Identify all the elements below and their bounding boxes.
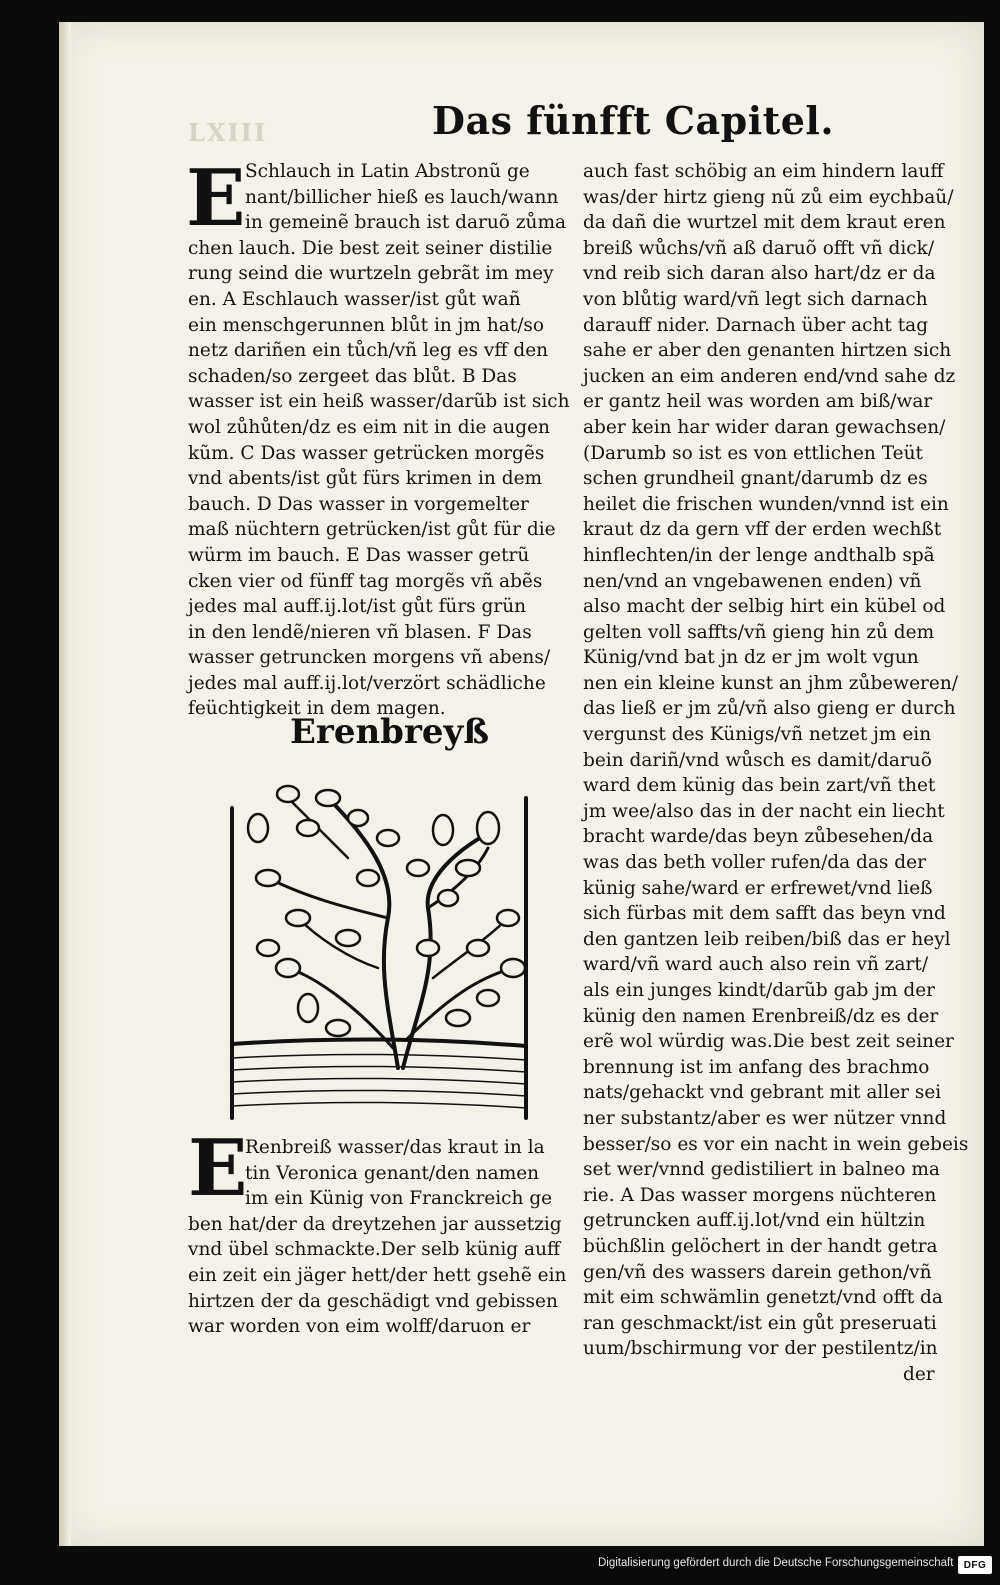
text-line: was das beth voller rufen/da das der xyxy=(583,852,926,874)
text-line: chen lauch. Die best zeit seiner distilie xyxy=(188,237,553,259)
text-line: erẽ wol würdig was.Die best zeit seiner xyxy=(583,1031,954,1053)
text-line: jedes mal auff.ij.lot/verzört schädliche xyxy=(188,672,546,694)
left-column-bottom-text xyxy=(188,1135,568,1350)
text-line: ein zeit ein jäger hett/der hett gsehẽ ein xyxy=(188,1264,567,1286)
text-line: was/der hirtz gieng nũ zů eim eychbaũ/ xyxy=(583,186,954,208)
text-line: uum/bschirmung vor der pestilentz/in xyxy=(583,1338,938,1360)
text-line: jucken an eim anderen end/vnd sahe dz xyxy=(583,365,956,387)
text-line: künig den namen Erenbreiß/dz es der xyxy=(583,1005,939,1027)
text-line: also macht der selbig hirt ein kübel od xyxy=(583,596,946,618)
text-line: das ließ er jm zů/vñ also gieng er durch xyxy=(583,698,956,720)
text-line: kũm. C Das wasser getrücken morgẽs xyxy=(188,442,545,464)
left-column-top-text xyxy=(186,153,570,725)
text-line: auch fast schöbig an eim hindern lauff xyxy=(583,161,944,182)
chapter-heading: Das fünfft Capitel. xyxy=(432,98,835,143)
text-line: wol zůhůten/dz es eim nit in die augen xyxy=(188,416,550,438)
text-line: nant/billicher hieß es lauch/wann xyxy=(245,186,559,208)
text-line: ward dem künig das bein zart/vñ thet xyxy=(583,775,936,797)
text-line: nats/gehackt vnd gebrant mit aller sei xyxy=(583,1082,942,1104)
text-line: maß nüchtern getrücken/ist gůt für die xyxy=(188,519,556,541)
text-line: als ein junges kindt/darũb gab jm der xyxy=(583,980,936,1001)
page-gutter-edge xyxy=(59,22,71,1546)
drop-initial-e: E xyxy=(186,153,246,244)
text-line: nen/vnd an vngebawenen enden) vñ xyxy=(583,570,922,592)
text-line: getruncken auff.ij.lot/vnd ein hültzin xyxy=(583,1210,926,1232)
text-line: kraut dz da gern vff der erden wechßt xyxy=(583,519,942,541)
text-line: nen ein kleine kunst an jhm zůbeweren/ xyxy=(583,672,958,694)
text-line: Schlauch in Latin Abstronũ ge xyxy=(245,161,530,182)
text-line: ner substantz/aber es wer nützer vnnd xyxy=(583,1107,947,1129)
text-line: bein dariñ/vnd wůsch es damit/daruõ xyxy=(583,749,932,771)
text-line: künig sahe/ward er erfrewet/vnd ließ xyxy=(583,877,933,899)
text-line: schaden/so zergeet das blůt. B Das xyxy=(188,365,517,387)
text-line: brennung ist im anfang des brachmo xyxy=(583,1056,930,1078)
text-line: den gantzen leib reiben/biß das er heyl xyxy=(583,928,951,950)
text-line: wasser getruncken morgens vñ abens/ xyxy=(188,647,551,669)
drop-initial-e: E xyxy=(188,1123,248,1214)
text-line: feüchtigkeit in dem magen. xyxy=(188,698,446,720)
text-line: darauff nider. Darnach über acht tag xyxy=(583,314,929,336)
text-line: bauch. D Das wasser in vorgemelter xyxy=(188,493,529,515)
text-line: jedes mal auff.ij.lot/ist gůt fürs grün xyxy=(188,596,527,618)
text-line: in den lendẽ/nieren vñ blasen. F Das xyxy=(188,621,532,643)
text-line: jm wee/also das in der nacht ein liecht xyxy=(583,800,945,822)
text-line: vnd abents/ist gůt fürs krimen in dem xyxy=(188,468,543,490)
text-line: (Darumb so ist es von ettlichen Teüt xyxy=(583,442,923,464)
text-line: vnd übel schmackte.Der selb künig auff xyxy=(188,1239,561,1261)
catchword: der xyxy=(903,1363,935,1385)
text-line: ran geschmackt/ist ein gůt preseruati xyxy=(583,1312,937,1334)
text-line: ward/vñ ward auch also rein vñ zart/ xyxy=(583,954,929,976)
text-line: vergunst des Künigs/vñ netzet jm ein xyxy=(583,724,932,746)
funding-credit: Digitalisierung gefördert durch die Deutsche Forschungsgemeinschaft xyxy=(598,1557,954,1569)
text-line: besser/so es vor ein nacht in wein gebeis xyxy=(583,1133,969,1155)
text-line: en. A Eschlauch wasser/ist gůt wañ xyxy=(188,288,521,310)
plant-heading: Erenbreyß xyxy=(290,712,490,752)
woodcut-illustration xyxy=(228,768,530,1120)
text-line: da dañ die wurtzel mit dem kraut eren xyxy=(583,212,946,234)
text-line: vnd reib sich daran also hart/dz er da xyxy=(583,263,936,285)
text-line: mit eim schwämlin genetzt/vnd offt da xyxy=(583,1287,943,1309)
text-line: tin Veronica genant/den namen xyxy=(245,1162,540,1184)
text-line: von blůtig ward/vñ legt sich darnach xyxy=(583,288,928,310)
text-line: wasser ist ein heiß wasser/darũb ist sich xyxy=(188,391,570,413)
text-line: set wer/vnnd gedistiliert in balneo ma xyxy=(583,1159,940,1181)
text-line: ein menschgerunnen blůt in jm hat/so xyxy=(188,314,545,336)
text-line: bracht warde/das beyn zůbesehen/da xyxy=(583,826,934,848)
text-line: er gantz heil was worden am biß/war xyxy=(583,391,933,413)
text-line: in gemeinẽ brauch ist daruõ zůma xyxy=(245,212,567,234)
text-line: sich fürbas mit dem safft das beyn vnd xyxy=(583,903,946,925)
folio-number: LXIII xyxy=(188,118,268,147)
dfg-logo: DFG xyxy=(958,1556,992,1574)
text-line: sahe er aber den genanten hirtzen sich xyxy=(583,340,952,362)
text-line: ben hat/der da dreytzehen jar aussetzig xyxy=(188,1213,562,1235)
text-line: Renbreiß wasser/das kraut in la xyxy=(245,1137,545,1158)
text-line: aber kein har wider daran gewachsen/ xyxy=(583,416,946,438)
text-line: rie. A Das wasser morgens nüchteren xyxy=(583,1184,937,1206)
text-line: gen/vñ des wassers darein gethon/vñ xyxy=(583,1261,932,1283)
text-line: gelten voll saffts/vñ gieng hin zů dem xyxy=(583,621,935,643)
text-line: büchßlin gelöchert in der handt getra xyxy=(583,1235,938,1257)
text-line: würm im bauch. E Das wasser getrũ xyxy=(188,544,530,566)
text-line: Künig/vnd bat jn dz er jm wolt vgun xyxy=(583,647,919,669)
text-line: schen grundheil gnant/darumb dz es xyxy=(583,468,928,490)
text-line: hirtzen der da geschädigt vnd gebissen xyxy=(188,1290,558,1312)
text-line: breiß wůchs/vñ aß daruõ offt vñ dick/ xyxy=(583,237,935,259)
text-line: hinflechten/in der lenge andthalb spã xyxy=(583,544,935,566)
text-line: heilet die frischen wunden/vnnd ist ein xyxy=(583,493,949,515)
text-line: cken vier od fünff tag morgẽs vñ abẽs xyxy=(188,570,543,592)
right-column-text xyxy=(583,159,969,1385)
text-line: im ein Künig von Franckreich ge xyxy=(245,1188,553,1210)
text-line: netz dariñen ein tůch/vñ leg es vff den xyxy=(188,340,549,362)
text-line: rung seind die wurtzeln gebrãt im mey xyxy=(188,263,554,285)
text-line: war worden von eim wolff/daruon er xyxy=(188,1316,531,1338)
